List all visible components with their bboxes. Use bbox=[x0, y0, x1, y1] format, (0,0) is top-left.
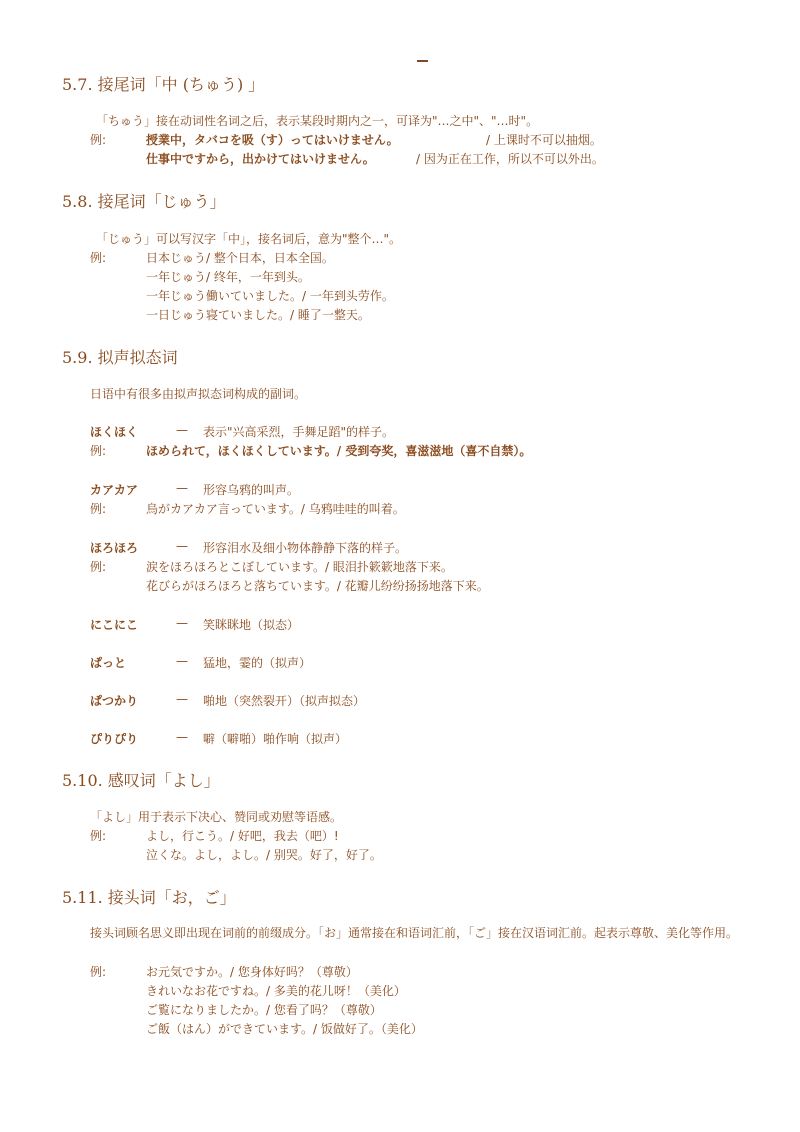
example-label: 例: bbox=[90, 502, 107, 516]
section-5-9-intro: 日语中有很多由拟声拟态词构成的副词。 bbox=[90, 387, 307, 401]
term-dash: — bbox=[176, 616, 188, 630]
term-description: 噼（噼啪）啪作响（拟声） bbox=[203, 732, 348, 746]
term-description: 笑眯眯地（拟态） bbox=[203, 618, 300, 632]
example-line: お元気ですか。/ 您身体好吗？（尊敬） bbox=[146, 965, 358, 979]
example-label: 例: bbox=[90, 444, 107, 458]
section-5-7-heading: 5.7. 接尾词「中 (ちゅう) 」 bbox=[62, 75, 265, 94]
section-5-10-description: 「よし」用于表示下决心、赞同或劝慰等语感。 bbox=[90, 810, 343, 824]
term-description: 形容乌鸦的叫声。 bbox=[203, 483, 300, 497]
section-5-7-description: 「ちゅう」接在动词性名词之后，表示某段时期内之一，可译为"…之中"、"…时"。 bbox=[96, 114, 539, 128]
example-line: 一年じゅう/ 终年，一年到头。 bbox=[146, 270, 310, 284]
example-japanese: 仕事中ですから，出かけてはいけません。 bbox=[146, 152, 375, 166]
term-description: 表示"兴高采烈，手舞足蹈"的样子。 bbox=[203, 425, 395, 439]
example-line: ご覧になりましたか。/ 您看了吗？（尊敬） bbox=[146, 1003, 382, 1017]
term-word: にこにこ bbox=[90, 618, 139, 632]
term-word: ぱつかり bbox=[90, 694, 139, 708]
example-label: 例: bbox=[90, 560, 107, 574]
term-description: 啪地（突然裂开）（拟声拟态） bbox=[203, 694, 366, 708]
term-word: カアカア bbox=[90, 483, 138, 497]
term-dash: — bbox=[176, 730, 188, 744]
example-line: 泣くな。よし，よし。/ 别哭。好了，好了。 bbox=[146, 848, 382, 862]
example-label: 例: bbox=[90, 133, 107, 147]
section-5-11-description: 接头词顾名思义即出现在词前的前缀成分。「お」通常接在和语词汇前，「ご」接在汉语词汇前。起表示尊敬、美化等作用。 bbox=[90, 926, 739, 940]
term-word: ほろほろ bbox=[90, 541, 139, 555]
term-dash: — bbox=[176, 423, 188, 437]
example-translation: / 上课时不可以抽烟。 bbox=[486, 133, 602, 147]
example-label: 例: bbox=[90, 829, 107, 843]
example-line: ほめられて，ほくほくしています。/ 受到夸奖，喜滋滋地（喜不自禁）。 bbox=[146, 444, 532, 458]
section-5-9-heading: 5.9. 拟声拟态词 bbox=[62, 348, 178, 367]
example-translation: / 因为正在工作，所以不可以外出。 bbox=[416, 152, 604, 166]
term-description: 猛地，霎的（拟声） bbox=[203, 656, 312, 670]
example-label: 例: bbox=[90, 251, 107, 265]
term-dash: — bbox=[176, 481, 188, 495]
term-dash: — bbox=[176, 692, 188, 706]
term-description: 形容泪水及细小物体静静下落的样子。 bbox=[203, 541, 408, 555]
example-line: 一年じゅう働いていました。/ 一年到头劳作。 bbox=[146, 289, 394, 303]
term-word: ぴりぴり bbox=[90, 732, 139, 746]
example-line: 涙をほろほろとこぼしています。/ 眼泪扑簌簌地落下来。 bbox=[146, 560, 453, 574]
section-5-8-description: 「じゅう」可以写汉字「中」，接名词后，意为"整个…"。 bbox=[96, 232, 402, 246]
example-japanese: 授業中，タバコを吸（す）ってはいけません。 bbox=[146, 133, 399, 147]
example-label: 例: bbox=[90, 965, 107, 979]
example-line: きれいなお花ですね。/ 多美的花儿呀！（美化） bbox=[146, 984, 406, 998]
example-line: 烏がカアカア言っています。/ 乌鸦哇哇的叫着。 bbox=[146, 502, 405, 516]
term-word: ぱっと bbox=[90, 656, 127, 670]
example-line: 花びらがほろほろと落ちています。/ 花瓣儿纷纷扬扬地落下来。 bbox=[146, 579, 489, 593]
term-dash: — bbox=[176, 654, 188, 668]
section-5-8-heading: 5.8. 接尾词「じゅう」 bbox=[62, 192, 226, 211]
section-5-10-heading: 5.10. 感叹词「よし」 bbox=[62, 771, 220, 790]
page-top-mark bbox=[417, 60, 428, 62]
example-line: ご飯（はん）ができています。/ 饭做好了。（美化） bbox=[146, 1022, 423, 1036]
example-line: 一日じゅう寝ていました。/ 睡了一整天。 bbox=[146, 308, 370, 322]
term-dash: — bbox=[176, 539, 188, 553]
section-5-11-heading: 5.11. 接头词「お，ご」 bbox=[62, 888, 236, 907]
example-line: 日本じゅう/ 整个日本，日本全国。 bbox=[146, 251, 334, 265]
example-line: よし，行こう。/ 好吧，我去（吧）! bbox=[146, 829, 339, 843]
term-word: ほくほく bbox=[90, 425, 139, 439]
